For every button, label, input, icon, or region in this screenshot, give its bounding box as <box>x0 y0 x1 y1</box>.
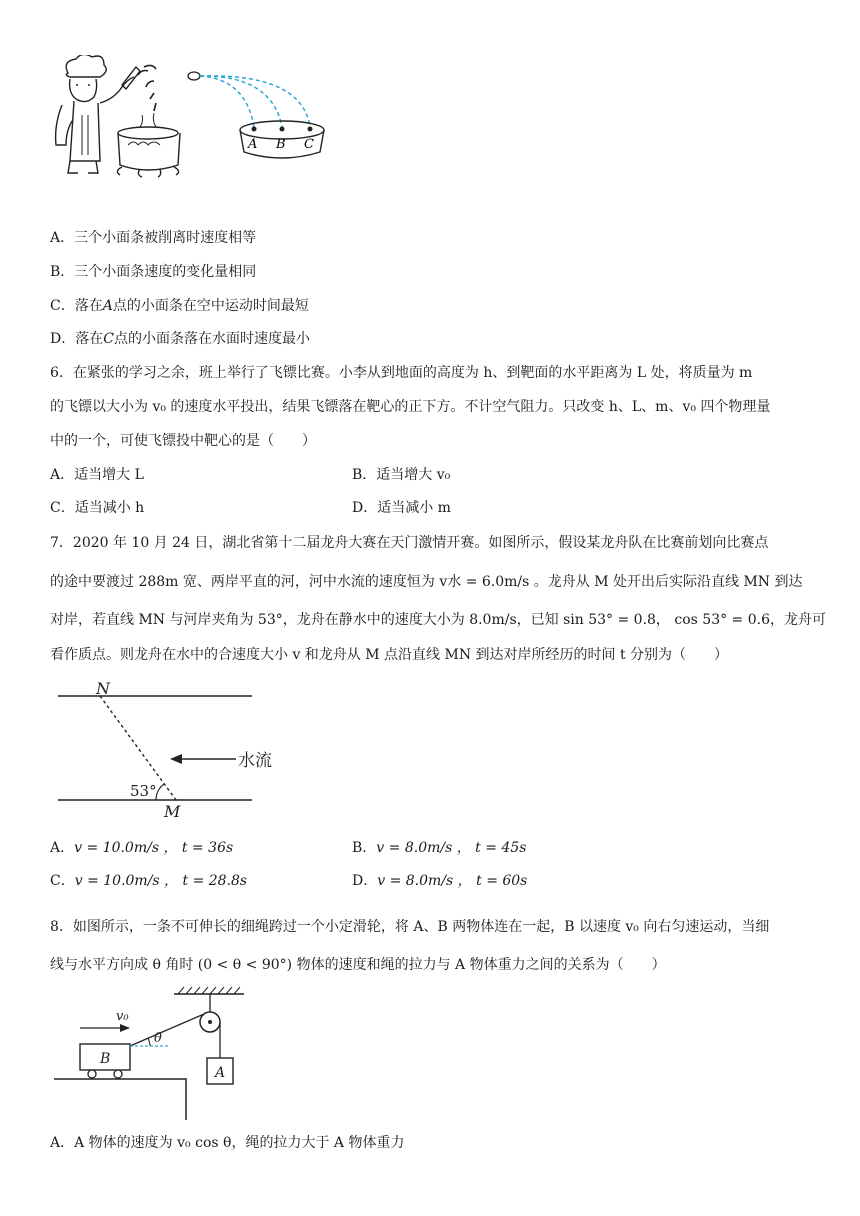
label-flow: 水流 <box>238 751 272 771</box>
q6-option-c[interactable]: C．适当减小 h <box>50 500 145 516</box>
label-A: A <box>248 137 258 152</box>
label-angle: 53° <box>130 782 157 800</box>
splash-drawing <box>138 65 156 111</box>
angle-arc <box>156 784 164 800</box>
launch-point <box>188 72 200 80</box>
river-figure <box>50 678 290 818</box>
q8-option-a[interactable]: A．A 物体的速度为 v₀ cos θ，绳的拉力大于 A 物体重力 <box>50 1135 405 1151</box>
q8-stem-line-2: 线与水平方向成 θ 角时 (0 < θ < 90°) 物体的速度和绳的拉力与 A 物体重力之间的关系为（ ） <box>50 957 666 973</box>
chef-drawing <box>56 55 140 173</box>
q6-stem-line-3: 中的一个，可使飞镖投中靶心的是（ ） <box>50 433 316 449</box>
landing-dots <box>252 127 313 132</box>
pulley-figure <box>50 984 270 1124</box>
q7-stem-line-1: 7．2020 年 10 月 24 日，湖北省第十二届龙舟大赛在天门激情开赛。如图所示，假设某龙舟队在比赛前划向比赛点 <box>50 535 769 551</box>
label-v0: v₀ <box>116 1009 129 1024</box>
q7-option-c[interactable]: C．v = 10.0m/s ， t = 28.8s <box>50 873 248 889</box>
flow-arrowhead <box>170 754 182 764</box>
q6-stem-line-2: 的飞镖以大小为 v₀ 的速度水平投出，结果飞镖落在靶心的正下方。不计空气阻力。只改变 h、L、m、v₀ 四个物理量 <box>50 399 771 415</box>
q5-option-c[interactable]: C．落在A点的小面条在空中运动时间最短 <box>50 298 309 314</box>
label-N: N <box>96 679 110 698</box>
q6-option-d[interactable]: D．适当减小 m <box>352 500 451 516</box>
q5-option-b[interactable]: B．三个小面条速度的变化量相同 <box>50 264 257 280</box>
q6-stem-line-1: 6．在紧张的学习之余，班上举行了飞镖比赛。小李从到地面的高度为 h、到靶面的水平距离为 L 处，将质量为 m <box>50 365 753 381</box>
label-C: C <box>304 137 314 152</box>
q6-option-a[interactable]: A．适当增大 L <box>50 467 144 483</box>
label-theta: θ <box>154 1031 162 1046</box>
q8-stem-line-1: 8．如图所示，一条不可伸长的细绳跨过一个小定滑轮，将 A、B 两物体连在一起，B 以速度 v₀ 向右匀速运动，当细 <box>50 919 770 935</box>
q6-option-b[interactable]: B．适当增大 v₀ <box>352 467 451 483</box>
noodle-figure <box>50 55 340 185</box>
q7-option-a[interactable]: A．v = 10.0m/s ， t = 36s <box>50 840 234 856</box>
ceiling-hatch <box>178 987 240 994</box>
q7-stem-line-2: 的途中要渡过 288m 宽、两岸平直的河，河中水流的速度恒为 v水 = 6.0m/s 。龙舟从 M 处开出后实际沿直线 MN 到达 <box>50 574 803 590</box>
rope-slanted <box>130 1014 204 1046</box>
label-B: B <box>100 1051 111 1067</box>
q5-option-a[interactable]: A．三个小面条被削离时速度相等 <box>50 230 257 246</box>
q7-option-d[interactable]: D．v = 8.0m/s ， t = 60s <box>352 873 528 889</box>
label-A: A <box>215 1065 226 1081</box>
q7-stem-line-4: 看作质点。则龙舟在水中的合速度大小 v 和龙舟从 M 点沿直线 MN 到达对岸所经历的时间 t 分别为（ ） <box>50 647 729 663</box>
label-B: B <box>276 137 286 152</box>
trajectories <box>200 76 310 127</box>
q7-option-b[interactable]: B．v = 8.0m/s ， t = 45s <box>352 840 527 856</box>
ground <box>54 1079 186 1120</box>
q7-stem-line-3: 对岸，若直线 MN 与河岸夹角为 53°，龙舟在静水中的速度大小为 8.0m/s，已知 sin 53° = 0.8， cos 53° = 0.6，龙舟可 <box>50 612 826 628</box>
q5-option-d[interactable]: D．落在C点的小面条落在水面时速度最小 <box>50 331 310 347</box>
pot-drawing <box>117 113 180 177</box>
label-M: M <box>164 802 181 818</box>
